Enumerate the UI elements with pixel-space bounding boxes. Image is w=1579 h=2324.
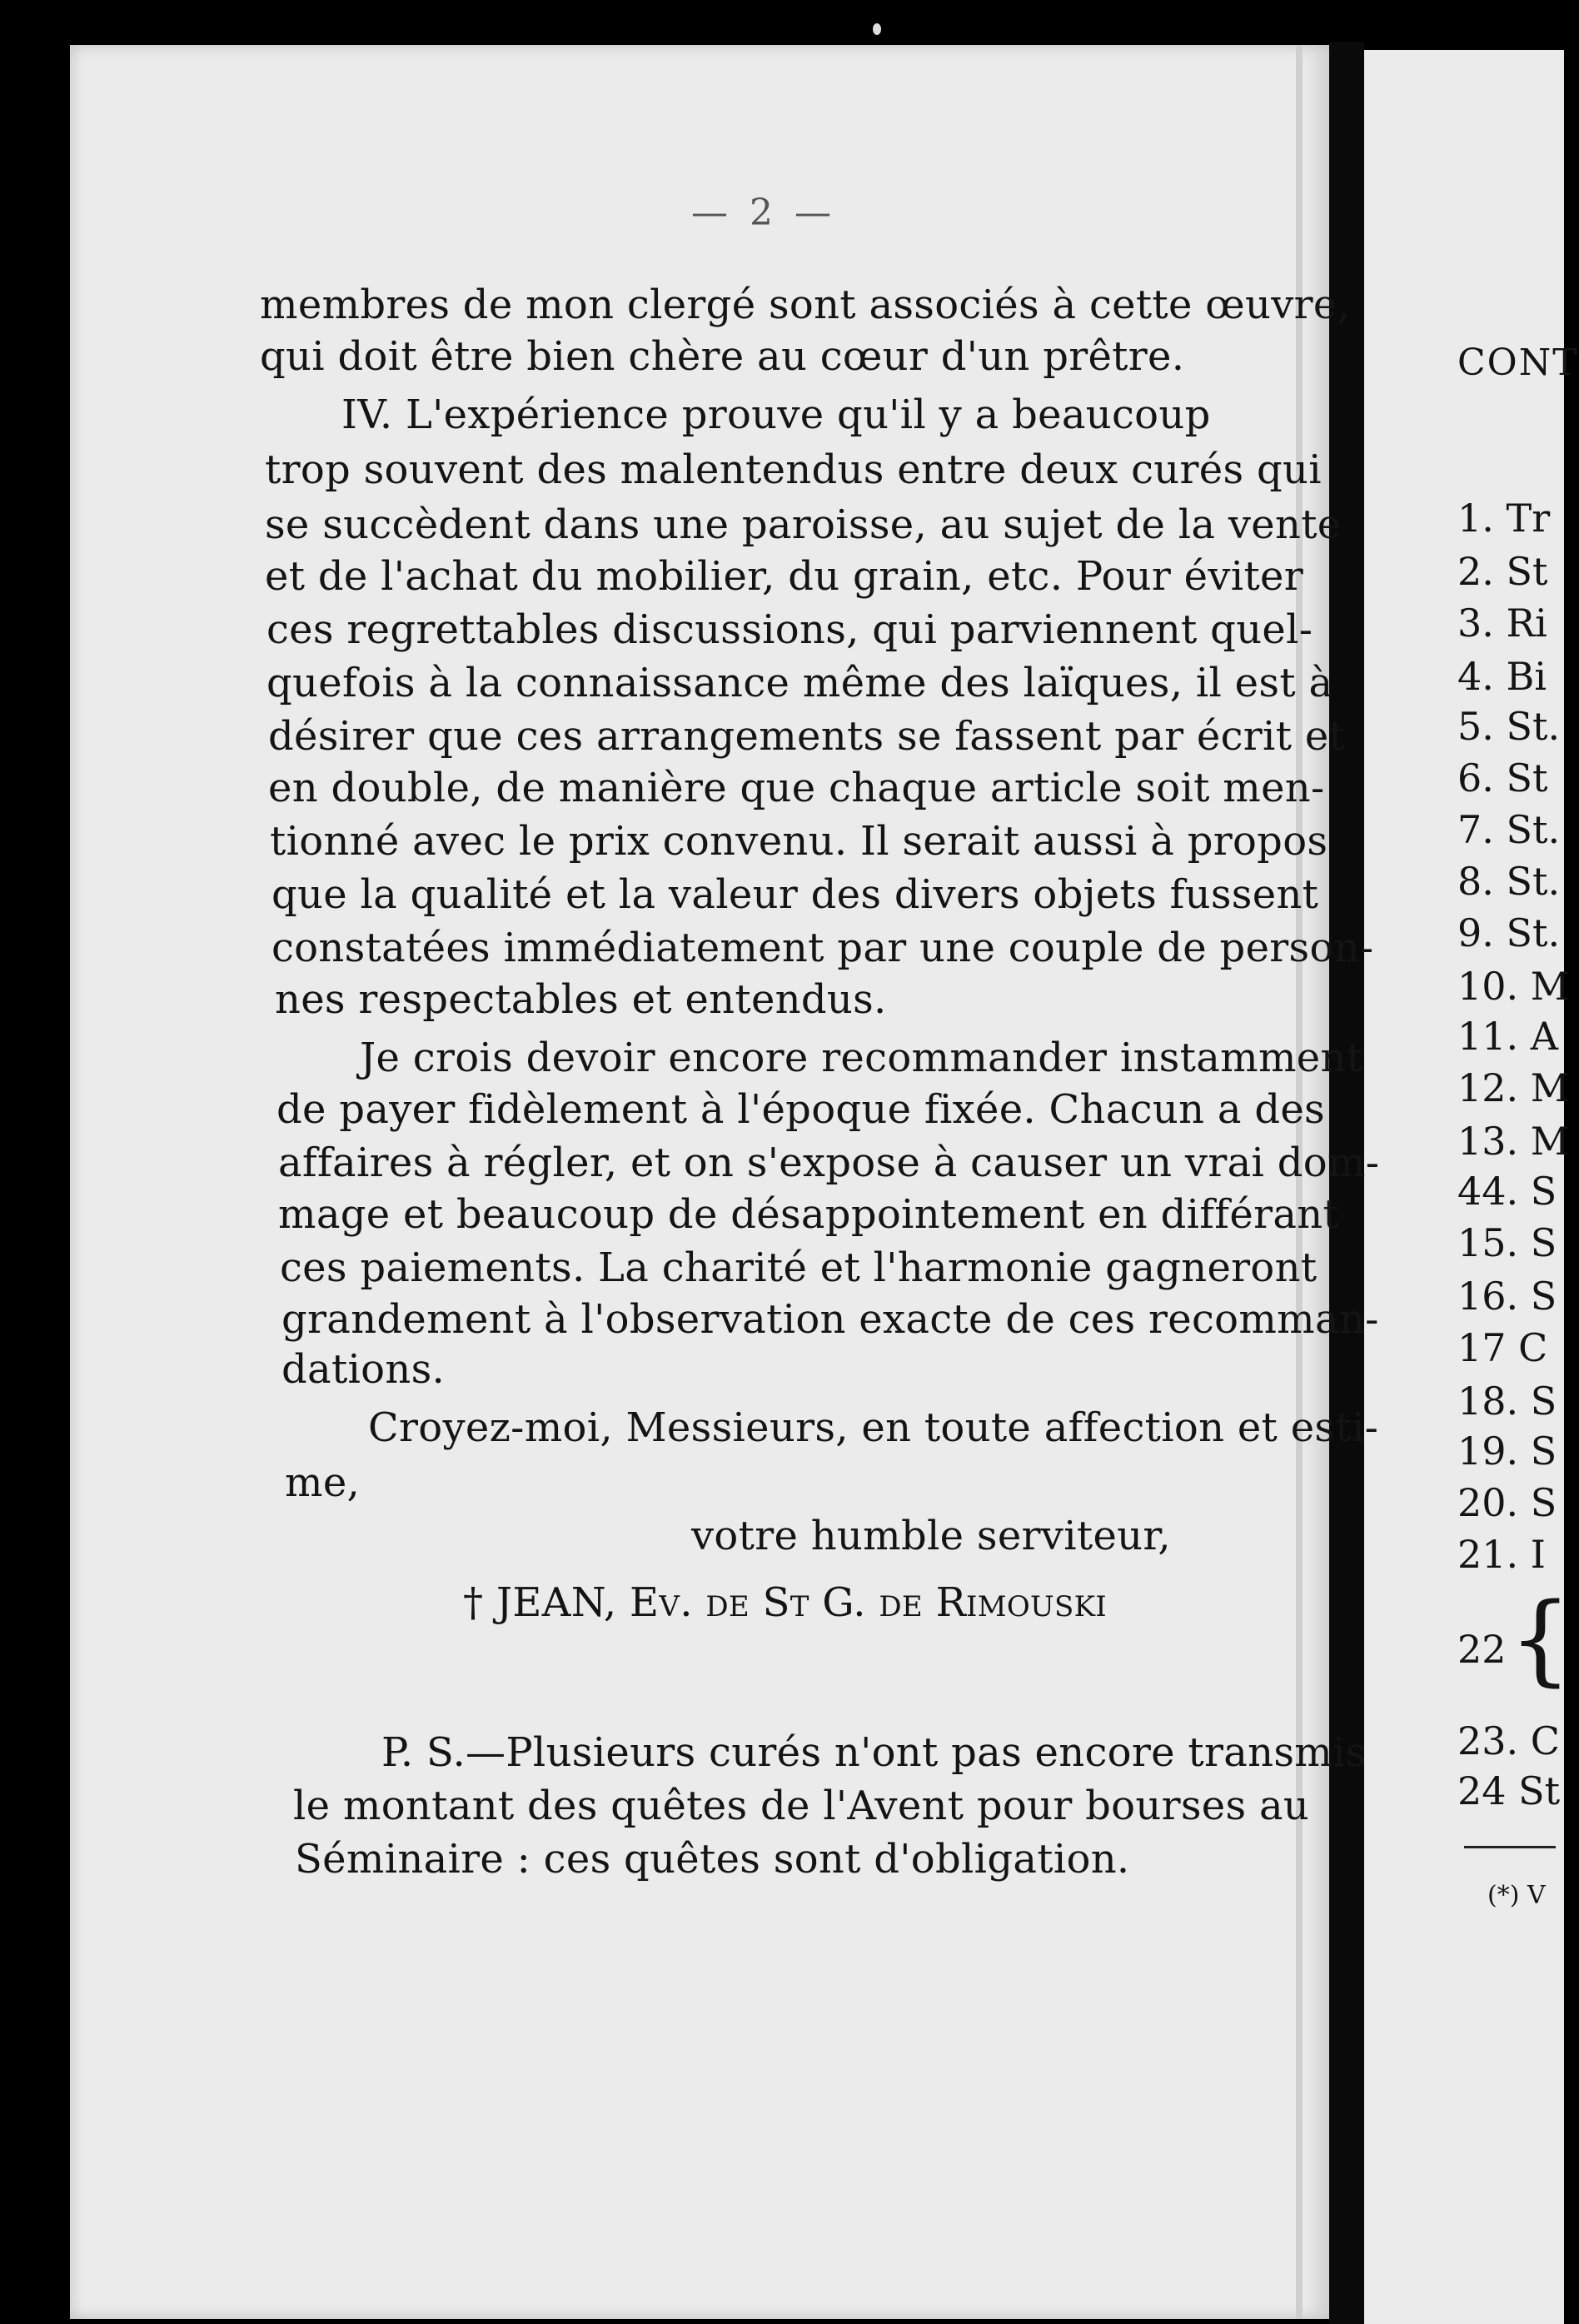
- postscript-line: Séminaire : ces quêtes sont d'obligation.: [295, 1836, 1130, 1883]
- toc-item: 17 C: [1457, 1325, 1548, 1370]
- text-line: de payer fidèlement à l'époque fixée. Chacun a des: [276, 1086, 1325, 1133]
- toc-item: 15. S: [1457, 1220, 1557, 1265]
- toc-item: 11. A: [1457, 1014, 1558, 1059]
- toc-item: 13. M: [1457, 1119, 1570, 1164]
- text-line: ces regrettables discussions, qui parviennent quel-: [266, 606, 1313, 653]
- text-line: affaires à régler, et on s'expose à causer un vrai dom-: [278, 1140, 1380, 1186]
- toc-item: 18. S: [1457, 1379, 1557, 1424]
- text-line: tionné avec le prix convenu. Il serait aussi à propos: [270, 818, 1328, 865]
- page-number: — 2 —: [691, 192, 836, 234]
- text-line: qui doit être bien chère au cœur d'un prêtre.: [260, 333, 1185, 380]
- text-line: me,: [285, 1459, 361, 1506]
- signature-line: † JEAN, Ev. de St G. de Rimouski: [463, 1579, 1108, 1626]
- toc-item: 23. C: [1457, 1718, 1560, 1763]
- toc-item: 10. M: [1457, 964, 1570, 1009]
- text-line: IV. L'expérience prouve qu'il y a beaucoup: [341, 391, 1211, 438]
- closing-salutation: votre humble serviteur,: [691, 1513, 1171, 1559]
- footnote: (*) V: [1487, 1881, 1546, 1910]
- toc-item: 12. M: [1457, 1065, 1570, 1110]
- brace-glyph: {: [1509, 1581, 1572, 1696]
- toc-item: 2. St: [1457, 549, 1548, 594]
- postscript-line: P. S.—Plusieurs curés n'ont pas encore transmis: [381, 1729, 1367, 1776]
- text-line: désirer que ces arrangements se fassent par écrit et: [268, 713, 1346, 760]
- toc-item: 9. St.: [1457, 910, 1561, 955]
- toc-item: 1. Tr: [1457, 496, 1551, 541]
- toc-item: 4. Bi: [1457, 654, 1547, 699]
- toc-item: 7. St.: [1457, 807, 1561, 852]
- text-line: en double, de manière que chaque article soit men-: [268, 765, 1325, 811]
- text-line: Croyez-moi, Messieurs, en toute affection et esti-: [368, 1404, 1379, 1451]
- toc-item: 8. St.: [1457, 859, 1561, 904]
- text-line: Je crois devoir encore recommander instamment: [360, 1035, 1363, 1081]
- toc-item: 3. Ri: [1457, 601, 1547, 646]
- toc-item: 5. St.: [1457, 704, 1561, 749]
- toc-item: 20. S: [1457, 1480, 1557, 1525]
- text-line: mage et beaucoup de désappointement en différant: [278, 1191, 1340, 1238]
- text-line: trop souvent des malentendus entre deux curés qui: [265, 446, 1322, 493]
- toc-item: 44. S: [1457, 1169, 1557, 1214]
- text-line: se succèdent dans une paroisse, au sujet de la vente: [265, 501, 1342, 548]
- toc-item: 24 St: [1457, 1768, 1561, 1813]
- text-line: nes respectables et entendus.: [275, 976, 887, 1023]
- toc-item: 19. S: [1457, 1429, 1557, 1474]
- dust-fleck: [873, 23, 881, 35]
- text-line: quefois à la connaissance même des laïques, il est à: [266, 660, 1333, 706]
- text-line: que la qualité et la valeur des divers objets fussent: [271, 871, 1319, 918]
- text-line: grandement à l'observation exacte de ces recomman-: [281, 1296, 1379, 1343]
- postscript-line: le montant des quêtes de l'Avent pour bourses au: [293, 1783, 1310, 1829]
- toc-item: 16. S: [1457, 1274, 1557, 1319]
- text-line: et de l'achat du mobilier, du grain, etc. Pour éviter: [265, 553, 1304, 600]
- toc-item: 21. I: [1457, 1532, 1546, 1577]
- text-line: constatées immédiatement par une couple de person-: [271, 925, 1374, 971]
- toc-item: 22: [1457, 1627, 1507, 1672]
- footnote-rule: [1464, 1846, 1556, 1848]
- text-line: membres de mon clergé sont associés à cette œuvre,: [260, 282, 1351, 328]
- toc-item: 6. St: [1457, 756, 1548, 800]
- text-line: ces paiements. La charité et l'harmonie gagneront: [280, 1244, 1317, 1291]
- text-line: dations.: [281, 1346, 446, 1393]
- right-page-heading: CONT: [1457, 342, 1579, 384]
